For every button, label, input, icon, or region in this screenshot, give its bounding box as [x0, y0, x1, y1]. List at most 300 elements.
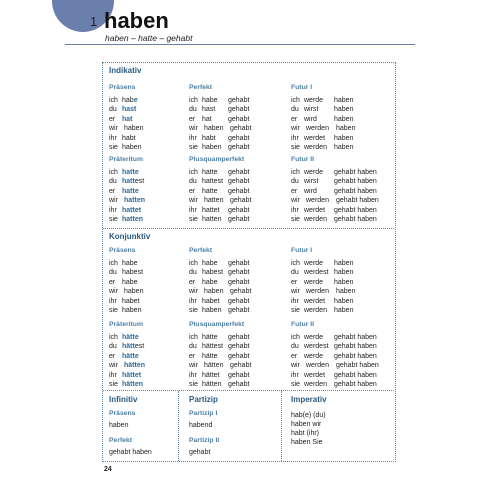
pronoun: sie: [291, 307, 300, 314]
pronoun: ihr: [189, 134, 197, 142]
futur1-row: [291, 278, 353, 287]
partizip-heading: Partizip: [189, 395, 218, 404]
konjunktiv-section: [103, 228, 394, 389]
pronoun: ich: [189, 97, 198, 104]
futur2-row: [291, 352, 377, 361]
auxiliary: hat: [202, 115, 212, 123]
auxiliary: werdet: [304, 371, 326, 379]
verb-form: habest: [122, 269, 144, 277]
verb-stem: haben: [122, 144, 142, 151]
praesens-heading: Präsens: [109, 84, 136, 91]
auxiliary: hätten: [204, 362, 224, 370]
participle: gehabt: [228, 115, 250, 123]
praeteritum-row: [109, 361, 145, 370]
infinitiv-heading: Infinitiv: [109, 395, 138, 404]
verb-stem: hätten: [122, 381, 143, 388]
pronoun: er: [291, 278, 298, 286]
pronoun: du: [189, 106, 197, 114]
auxiliary: werden: [304, 216, 327, 223]
pronoun: ihr: [291, 297, 299, 305]
pronoun: sie: [291, 381, 300, 388]
participle: haben: [334, 260, 354, 267]
perfekt-row: [189, 278, 249, 287]
auxiliary: hatte: [202, 169, 218, 176]
auxiliary: werdet: [304, 134, 326, 142]
pronoun: wir: [109, 197, 118, 205]
plusquamperfekt-row: [189, 361, 251, 370]
participle: haben: [336, 125, 356, 133]
verb-stem: hätt: [122, 343, 135, 351]
participle: gehabt haben: [334, 352, 377, 360]
pronoun: er: [109, 115, 116, 123]
perfekt-row: [189, 306, 249, 315]
participle: gehabt: [230, 125, 252, 133]
auxiliary: werde: [304, 334, 324, 341]
participle: gehabt haben: [334, 178, 377, 186]
plusquamperfekt-row: [189, 215, 249, 224]
auxiliary: werde: [304, 278, 324, 286]
participle: gehabt: [228, 334, 250, 341]
imperativ-heading: Imperativ: [291, 395, 327, 404]
verb-stem: hab: [122, 97, 134, 104]
praeteritum-heading: Präteritum: [109, 321, 143, 328]
futur1-row: [291, 105, 353, 114]
verb-title: haben: [104, 8, 169, 33]
pronoun: wir: [109, 288, 118, 296]
participle: gehabt haben: [334, 334, 377, 341]
praeteritum-heading: Präteritum: [109, 156, 143, 163]
verb-stem: hättet: [122, 371, 142, 379]
plusquamperfekt-row: [189, 333, 249, 342]
praesens-heading: Präsens: [109, 247, 136, 254]
participle: haben: [334, 134, 354, 142]
infinitiv-perfekt-value: gehabt haben: [109, 449, 152, 456]
auxiliary: hatten: [202, 216, 222, 223]
pronoun: ich: [291, 97, 300, 104]
participle: haben: [334, 97, 354, 104]
pronoun: ihr: [109, 297, 117, 305]
futur2-row: [291, 168, 377, 177]
futur2-heading: Futur II: [291, 321, 315, 328]
pronoun: er: [109, 278, 116, 286]
participle: gehabt: [228, 169, 250, 176]
perfekt-row: [189, 259, 249, 268]
pronoun: du: [189, 269, 197, 277]
auxiliary: werden: [306, 362, 329, 370]
perfekt-heading: Perfekt: [189, 247, 213, 254]
pronoun: wir: [189, 125, 198, 133]
infinitiv-praesens-value: haben: [109, 422, 129, 429]
pronoun: ihr: [291, 371, 299, 379]
participle: gehabt: [228, 352, 250, 360]
futur2-row: [291, 361, 379, 370]
verb-stem: habt: [122, 134, 136, 142]
auxiliary: werde: [304, 169, 324, 176]
futur1-row: [291, 259, 353, 268]
pronoun: ich: [109, 97, 118, 104]
pronoun: wir: [109, 362, 118, 370]
participle: gehabt: [228, 297, 250, 305]
participle: gehabt: [228, 343, 250, 351]
plusquamperfekt-heading: Plusquamperfekt: [189, 321, 245, 328]
auxiliary: haben: [204, 125, 224, 133]
participle: gehabt: [228, 187, 250, 195]
pronoun: er: [189, 352, 196, 360]
pronoun: ich: [291, 169, 300, 176]
auxiliary: hast: [202, 106, 216, 114]
futur2-row: [291, 196, 379, 205]
participle: gehabt haben: [334, 206, 377, 214]
pronoun: du: [189, 343, 197, 351]
verb-stem: hatt: [122, 178, 135, 186]
bottom-section: [103, 390, 394, 461]
participle: gehabt: [228, 278, 250, 286]
perfekt-row: [189, 143, 249, 152]
participle: gehabt: [228, 134, 250, 142]
praesens-row: [109, 134, 136, 143]
perfekt-row: [189, 96, 249, 105]
pronoun: er: [291, 115, 298, 123]
praesens-row: [109, 259, 138, 268]
praesens-row: [109, 96, 138, 105]
praesens-row: [109, 115, 133, 124]
auxiliary: wird: [304, 187, 317, 195]
verb-ending: hast: [122, 106, 137, 114]
auxiliary: habe: [202, 260, 218, 267]
auxiliary: werden: [306, 288, 329, 296]
verb-form: haben: [124, 288, 144, 296]
pronoun: er: [291, 352, 298, 360]
pronoun: sie: [109, 144, 118, 151]
pronoun: er: [291, 187, 298, 195]
auxiliary: habe: [202, 278, 218, 286]
pronoun: wir: [189, 362, 198, 370]
plusquamperfekt-row: [189, 342, 249, 351]
praeteritum-row: [109, 215, 143, 224]
pronoun: er: [189, 187, 196, 195]
partizip-1-label: Partizip I: [189, 410, 218, 417]
participle: gehabt: [230, 288, 252, 296]
pronoun: ihr: [109, 206, 117, 214]
verb-ending: est: [134, 343, 145, 351]
auxiliary: wirst: [304, 106, 319, 114]
imperativ-form: haben Sie: [291, 439, 323, 446]
futur1-heading: Futur I: [291, 247, 313, 254]
pronoun: ihr: [109, 371, 117, 379]
pronoun: du: [109, 106, 117, 114]
auxiliary: hätte: [202, 334, 218, 341]
verb-stem: hatte: [122, 169, 139, 176]
verb-form: habe: [122, 278, 138, 286]
verb-stem: hattet: [122, 206, 142, 214]
perfekt-row: [189, 287, 251, 296]
verb-stem: hatte: [122, 187, 139, 195]
praeteritum-row: [109, 168, 139, 177]
verb-ending: est: [134, 178, 145, 186]
auxiliary: werde: [304, 260, 324, 267]
auxiliary: habest: [202, 269, 224, 277]
title-rule: [65, 44, 415, 45]
futur2-row: [291, 215, 377, 224]
participle: haben: [336, 288, 356, 296]
pronoun: ihr: [291, 134, 299, 142]
pronoun: ich: [189, 260, 198, 267]
praesens-row: [109, 124, 143, 133]
perfekt-row: [189, 124, 251, 133]
auxiliary: werdet: [304, 297, 326, 305]
verb-number: 1: [90, 14, 98, 29]
praesens-row: [109, 306, 141, 315]
praesens-row: [109, 278, 138, 287]
auxiliary: werdet: [304, 206, 326, 214]
pronoun: er: [109, 352, 116, 360]
praeteritum-row: [109, 187, 139, 196]
praesens-row: [109, 287, 143, 296]
participle: gehabt: [228, 206, 250, 214]
pronoun: sie: [109, 216, 118, 223]
plusquamperfekt-row: [189, 187, 249, 196]
plusquamperfekt-heading: Plusquamperfekt: [189, 156, 245, 163]
pronoun: ihr: [109, 134, 117, 142]
pronoun: er: [189, 115, 196, 123]
participle: gehabt haben: [334, 169, 377, 176]
participle: gehabt haben: [336, 197, 379, 205]
participle: gehabt: [228, 144, 250, 151]
pronoun: wir: [291, 197, 300, 205]
participle: gehabt: [228, 381, 250, 388]
participle: gehabt haben: [334, 187, 377, 195]
pronoun: du: [109, 343, 117, 351]
auxiliary: haben: [204, 288, 224, 296]
auxiliary: hätte: [202, 352, 218, 360]
indikativ-section: [103, 63, 394, 226]
verb-stem: hatten: [124, 197, 145, 205]
pronoun: wir: [291, 125, 300, 133]
verb-stem: hätten: [124, 362, 145, 370]
futur1-row: [291, 297, 353, 306]
auxiliary: habe: [202, 97, 218, 104]
auxiliary: werdest: [304, 269, 329, 277]
pronoun: er: [109, 187, 116, 195]
participle: gehabt: [230, 197, 252, 205]
pronoun: du: [109, 178, 117, 186]
participle: haben: [334, 144, 354, 151]
verb-stem: hätte: [122, 334, 139, 341]
futur2-row: [291, 206, 377, 215]
pronoun: du: [109, 269, 117, 277]
auxiliary: habt: [202, 134, 216, 142]
imperativ-form: haben wir: [291, 421, 322, 428]
imperativ-form: hab(e) (du): [291, 412, 326, 419]
plusquamperfekt-row: [189, 352, 249, 361]
auxiliary: hättet: [202, 371, 220, 379]
futur2-row: [291, 380, 377, 389]
page-number: 24: [104, 466, 112, 473]
principal-parts: haben – hatte – gehabt: [105, 33, 193, 43]
conjugation-table: [102, 62, 396, 462]
pronoun: du: [189, 178, 197, 186]
plusquamperfekt-row: [189, 196, 251, 205]
futur1-row: [291, 306, 353, 315]
participle: gehabt: [228, 371, 250, 379]
imperativ-form: habt (ihr): [291, 430, 320, 437]
participle: gehabt haben: [334, 216, 377, 223]
pronoun: er: [189, 278, 196, 286]
auxiliary: werde: [304, 97, 324, 104]
pronoun: sie: [291, 216, 300, 223]
verb-ending: hat: [122, 115, 133, 123]
verb-form: haben: [122, 307, 142, 314]
verb-stem: hatten: [122, 216, 143, 223]
futur1-row: [291, 134, 353, 143]
perfekt-row: [189, 115, 249, 124]
pronoun: ihr: [291, 206, 299, 214]
auxiliary: werde: [304, 352, 324, 360]
plusquamperfekt-row: [189, 371, 249, 380]
perfekt-row: [189, 297, 249, 306]
praeteritum-row: [109, 177, 144, 186]
indikativ-heading: Indikativ: [109, 66, 142, 75]
participle: haben: [334, 115, 354, 123]
pronoun: ich: [109, 169, 118, 176]
pronoun: ich: [109, 334, 118, 341]
pronoun: du: [291, 343, 299, 351]
futur1-row: [291, 115, 353, 124]
auxiliary: werdest: [304, 343, 329, 351]
pronoun: wir: [291, 288, 300, 296]
praesens-row: [109, 143, 141, 152]
participle: gehabt haben: [336, 362, 379, 370]
auxiliary: haben: [202, 144, 222, 151]
perfekt-row: [189, 268, 249, 277]
auxiliary: werden: [304, 381, 327, 388]
auxiliary: habet: [202, 297, 220, 305]
futur1-row: [291, 268, 353, 277]
auxiliary: werden: [304, 144, 327, 151]
praesens-row: [109, 105, 136, 114]
perfekt-row: [189, 105, 249, 114]
pronoun: sie: [291, 144, 300, 151]
verb-form: habe: [122, 260, 138, 267]
futur1-row: [291, 96, 353, 105]
pronoun: du: [291, 178, 299, 186]
perfekt-row: [189, 134, 249, 143]
participle: gehabt haben: [334, 381, 377, 388]
futur1-heading: Futur I: [291, 84, 313, 91]
auxiliary: hatte: [202, 187, 218, 195]
auxiliary: werden: [306, 197, 329, 205]
futur2-row: [291, 342, 377, 351]
auxiliary: werden: [306, 125, 329, 133]
praeteritum-row: [109, 352, 139, 361]
pronoun: ich: [291, 260, 300, 267]
verb-stem: haben: [124, 125, 144, 133]
column-divider: [281, 391, 282, 461]
participle: gehabt: [228, 216, 250, 223]
futur2-row: [291, 371, 377, 380]
futur1-row: [291, 287, 355, 296]
participle: gehabt: [230, 362, 252, 370]
infinitiv-praesens-label: Präsens: [109, 410, 136, 417]
pronoun: sie: [109, 307, 118, 314]
auxiliary: wirst: [304, 178, 319, 186]
pronoun: ich: [189, 334, 198, 341]
praesens-row: [109, 297, 140, 306]
auxiliary: wird: [304, 115, 317, 123]
participle: haben: [334, 297, 354, 305]
pronoun: du: [291, 106, 299, 114]
pronoun: sie: [189, 307, 198, 314]
participle: haben: [334, 307, 354, 314]
futur1-row: [291, 124, 355, 133]
participle: haben: [334, 106, 354, 114]
konjunktiv-heading: Konjunktiv: [109, 232, 151, 241]
auxiliary: hatten: [204, 197, 224, 205]
futur2-row: [291, 333, 377, 342]
pronoun: ihr: [189, 206, 197, 214]
pronoun: sie: [189, 381, 198, 388]
pronoun: wir: [189, 197, 198, 205]
plusquamperfekt-row: [189, 380, 249, 389]
auxiliary: werden: [304, 307, 327, 314]
auxiliary: hätten: [202, 381, 222, 388]
praeteritum-row: [109, 342, 144, 351]
auxiliary: hattet: [202, 206, 220, 214]
futur2-row: [291, 177, 377, 186]
auxiliary: hattest: [202, 178, 224, 186]
plusquamperfekt-row: [189, 177, 249, 186]
participle: gehabt: [228, 269, 250, 277]
pronoun: ihr: [189, 371, 197, 379]
praeteritum-row: [109, 380, 143, 389]
participle: gehabt: [228, 97, 250, 104]
auxiliary: hättest: [202, 343, 224, 351]
futur1-row: [291, 143, 353, 152]
partizip-1-value: habend: [189, 422, 213, 429]
participle: haben: [334, 269, 354, 277]
pronoun: sie: [189, 216, 198, 223]
participle: gehabt: [228, 307, 250, 314]
pronoun: sie: [109, 381, 118, 388]
praeteritum-row: [109, 196, 145, 205]
pronoun: ich: [291, 334, 300, 341]
praeteritum-row: [109, 206, 141, 215]
futur2-heading: Futur II: [291, 156, 315, 163]
pronoun: ich: [189, 169, 198, 176]
infinitiv-perfekt-label: Perfekt: [109, 437, 133, 444]
verb-ending: e: [133, 97, 138, 104]
partizip-2-value: gehabt: [189, 449, 211, 456]
partizip-2-label: Partizip II: [189, 437, 220, 444]
plusquamperfekt-row: [189, 168, 249, 177]
plusquamperfekt-row: [189, 206, 249, 215]
pronoun: ihr: [189, 297, 197, 305]
futur2-row: [291, 187, 377, 196]
pronoun: sie: [189, 144, 198, 151]
participle: gehabt haben: [334, 343, 377, 351]
pronoun: wir: [189, 288, 198, 296]
participle: gehabt: [228, 178, 250, 186]
praesens-row: [109, 268, 143, 277]
column-divider: [178, 391, 179, 461]
praeteritum-row: [109, 333, 139, 342]
pronoun: wir: [109, 125, 118, 133]
praeteritum-row: [109, 371, 141, 380]
pronoun: wir: [291, 362, 300, 370]
participle: gehabt: [228, 106, 250, 114]
participle: gehabt haben: [334, 371, 377, 379]
participle: gehabt: [228, 260, 250, 267]
